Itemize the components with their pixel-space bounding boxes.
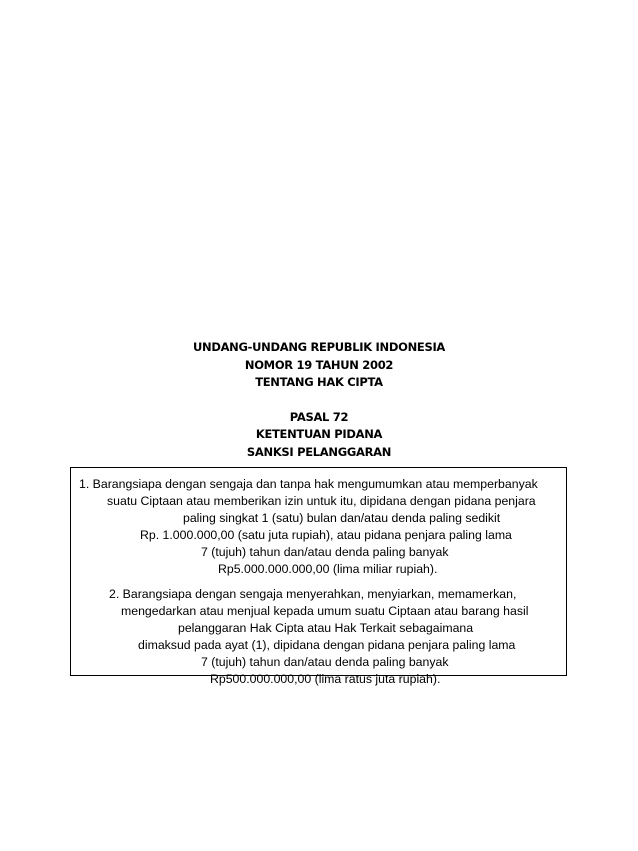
law-title: UNDANG-UNDANG REPUBLIK INDONESIA xyxy=(192,340,446,354)
section-title: KETENTUAN PIDANA xyxy=(255,427,383,441)
penalty-clauses-box xyxy=(70,467,567,686)
document-header xyxy=(0,339,638,461)
subsection-title: SANKSI PELANGGARAN xyxy=(246,444,392,459)
clause-2-line-2: mengedarkan atau menjual kepada umum suatu Ciptaan atau barang hasil xyxy=(121,604,529,618)
clause-2-line-4: dimaksud pada ayat (1), dipidana dengan pidana penjara paling lama xyxy=(138,638,516,652)
clause-1-line-4: Rp. 1.000.000,00 (satu juta rupiah), atau pidana penjara paling lama xyxy=(140,528,512,542)
clause-1-line-5: 7 (tujuh) tahun dan/atau denda paling banyak xyxy=(201,545,449,559)
law-number: NOMOR 19 TAHUN 2002 xyxy=(244,357,394,372)
clause-2-line-6: Rp500.000.000,00 (lima ratus juta rupiah). xyxy=(210,672,441,686)
clause-2-line-1: 2. Barangsiapa dengan sengaja menyerahkan, menyiarkan, memamerkan, xyxy=(109,587,517,601)
clause-2-line-3: pelanggaran Hak Cipta atau Hak Terkait sebagaimana xyxy=(178,621,474,635)
clause-2-line-5: 7 (tujuh) tahun dan/atau denda paling banyak xyxy=(201,655,449,669)
clause-1-line-3: paling singkat 1 (satu) bulan dan/atau denda paling sedikit xyxy=(183,511,501,525)
clause-1-line-6: Rp5.000.000.000,00 (lima miliar rupiah). xyxy=(218,562,438,576)
law-subject: TENTANG HAK CIPTA xyxy=(255,375,383,389)
article-title: PASAL 72 xyxy=(289,409,349,424)
clause-1-line-2: suatu Ciptaan atau memberikan izin untuk itu, dipidana dengan pidana penjara xyxy=(107,494,536,508)
clause-1-line-1: 1. Barangsiapa dengan sengaja dan tanpa hak mengumumkan atau memperbanyak xyxy=(79,477,538,491)
